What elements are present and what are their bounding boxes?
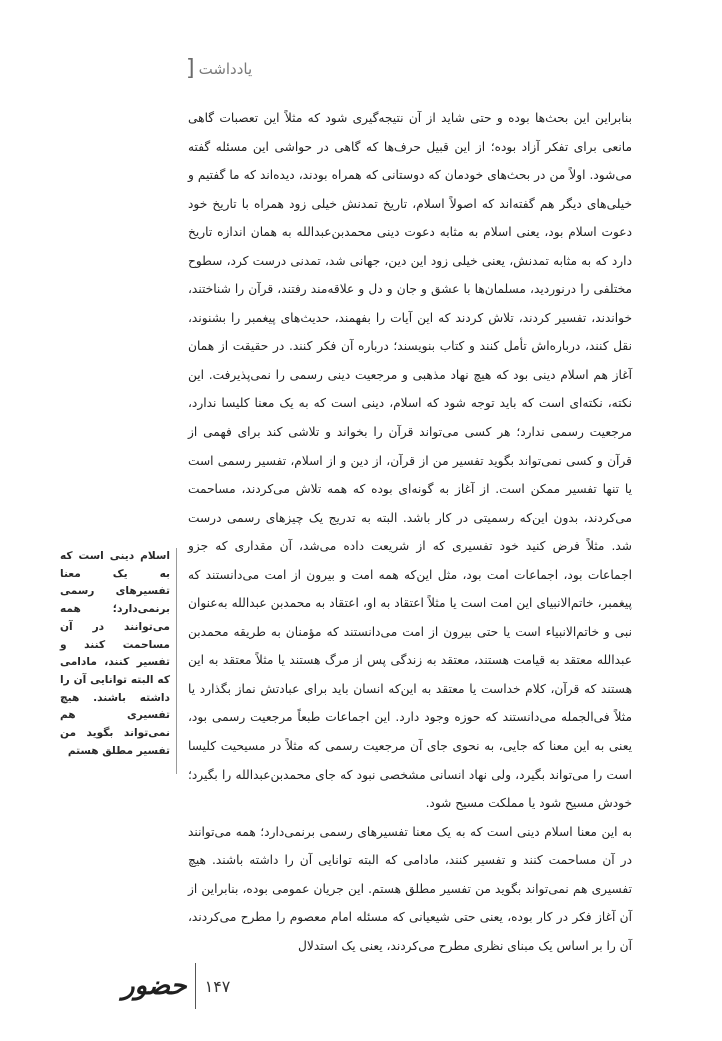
section-header [186, 58, 252, 80]
pull-quote-divider [176, 548, 177, 774]
magazine-logo: حضور [122, 971, 187, 1001]
body-paragraph-2: به این معنا اسلام دینی است که به یک معنا تفسیرهای رسمی برنمی‌دارد؛ همه می‌توانند در آن مساحمت کنند و تفسیر کنند، مادامی که البته توانایی آن را داشته باشند. هیچ تفسیری هم نمی‌تواند بگوید من تفسیر مطلق هستم. این جریان عمومی بوده، بنابراین از آن آغاز فکر در کار بوده، یعنی حتی شیعیانی که مسئله امام معصوم را مطرح می‌کردند، آن را بر اساس یک مبنای نظری مطرح می‌کردند، یعنی یک استدلال [188, 824, 632, 953]
header-bracket: ] [186, 56, 195, 81]
body-paragraph-1: بنابراین این بحث‌ها بوده و حتی شاید از آن نتیجه‌گیری شود که مثلاً این تعصبات گاهی مانعی برای تفکر آزاد بوده؛ از این قبیل حرف‌ها که گاهی در حواشی این مسئله گفته می‌شود. اولاً من در بحث‌های خودمان که دوستانی که همراه بودند، دیده‌اند که ما گفتیم و خیلی‌های دیگر هم گفته‌اند که اصولاً اسلام، تاریخ تمدنش خیلی زود همراه با تاریخ خود دعوت اسلام بود، یعنی اسلام به مثابه دعوت دینی محمدبن‌عبدالله به همان اندازه تاریخ دارد که به مثابه تمدنش، یعنی خیلی زود این دین، جهانی شد، تمدنی درست کرد، سطوح مختلفی را درنوردید، مسلمان‌ها با عشق و جان و دل و علاقه‌مند رفتند، قرآن را شناختند، خواندند، تفسیر کردند، تلاش کردند که این آیات را بفهمند، حدیث‌های پیغمبر را بشنوند، نقل کنند، درباره‌اش تأمل کنند و کتاب بنویسند؛ درباره آن فکر کنند. در حقیقت از همان آغاز هم اسلام دینی بود که هیچ نهاد مذهبی و مرجعیت دینی رسمی را نمی‌پذیرفت. این نکته، نکته‌ای است که باید توجه شود که اسلام، دینی است که به یک معنا کلیسا ندارد، مرجعیت رسمی ندارد؛ هر کسی می‌تواند قرآن را بخواند و تلاشی کند برای فهمی از قرآن و کسی نمی‌تواند بگوید تفسیر من از قرآن، از دین و از اسلام، تفسیر رسمی است یا تنها تفسیر ممکن است. از آغاز به گونه‌ای بوده که همه تلاش می‌کردند، مساحمت می‌کردند، بدون این‌که رسمیتی در کار باشد. البته به تدریج یک چیزهای رسمی درست شد. مثلاً فرض کنید خود تفسیری که از شریعت داده می‌شد، آن مقداری که جزو اجماعات بود، اجماعات امت بود، مثل این‌که همه امت و بیرون از امت می‌دانستند که پیغمبر، خاتم‌الانبیای این امت است یا مثلاً اعتقاد به او، اعتقاد به محمدبن عبدالله به‌عنوان نبی و خاتم‌الانبیاء است یا حتی بیرون از امت می‌دانستند که مؤمنان به طریقه محمدبن عبدالله معتقد به قیامت هستند، معتقد به زندگی پس از مرگ هستند یا مثلاً معتقد به این هستند که قرآن، کلام خداست یا معتقد به این‌که انسان باید برای عبادتش نماز بگذارد یا مثلاً فی‌الجمله می‌دانستند که حوزه وجود دارد. این اجماعات طبعاً مرجعیت رسمی بود، یعنی به این معنا که جایی، به نحوی جای آن مرجعیت رسمی که مثلاً در مسیحیت کلیسا است را می‌تواند بگیرد، ولی نهاد انسانی مشخصی نبود که جای محمدبن‌عبدالله را بگیرد؛ خودش مسیح شود یا مملکت مسیح شود. [188, 111, 632, 811]
pull-quote: اسلام دینی است که به یک معنا تفسیرهای رسمی برنمی‌دارد؛ همه می‌توانند در آن مساحمت کنند و تفسیر کنند، مادامی که البته توانایی آن را داشته باشند. هیچ تفسیری هم نمی‌تواند بگوید من تفسیر مطلق هستم [60, 550, 170, 757]
article-body [188, 104, 632, 960]
page-footer [122, 960, 230, 1012]
footer-divider [195, 963, 196, 1009]
page-number: ۱۴۷ [204, 976, 231, 996]
section-title: یادداشت [198, 60, 253, 78]
